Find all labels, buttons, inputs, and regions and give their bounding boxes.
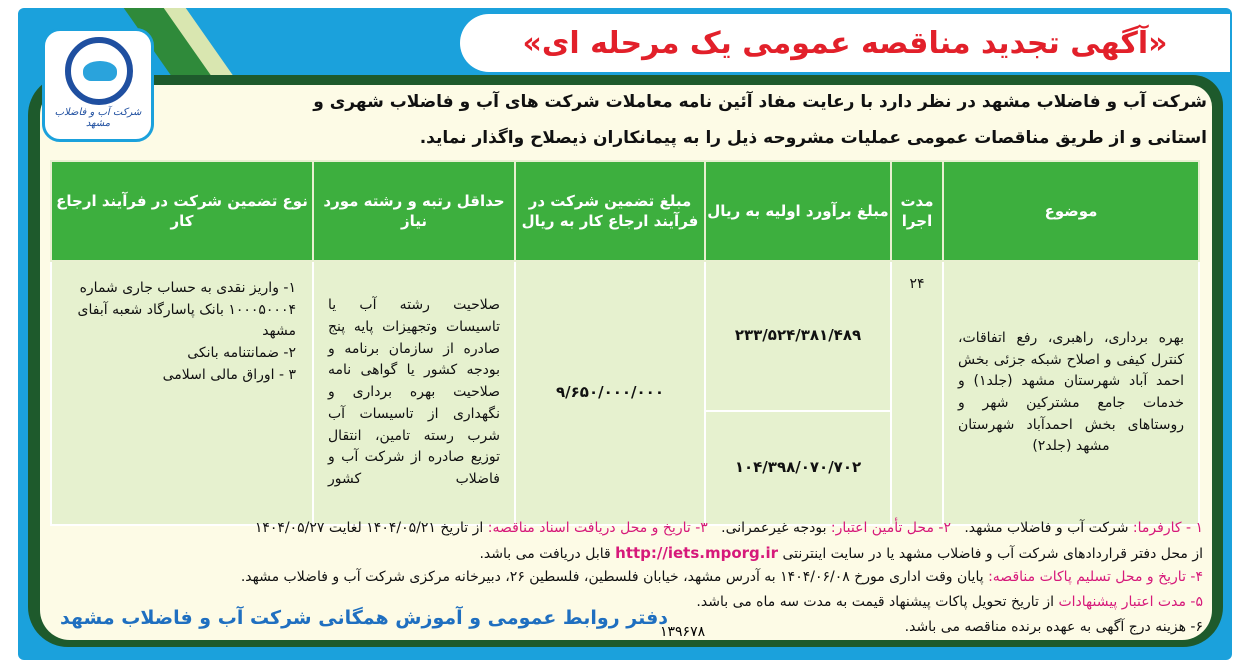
funding-value: بودجه غیرعمرانی.: [721, 520, 827, 536]
cell-duration: ۲۴: [891, 261, 943, 525]
table-row: [51, 261, 1199, 411]
guarantee-option: ۱- واریز نقدی به حساب جاری شماره ۱۰۰۰۵۰۰۰۴ بانک پاسارگاد شعبه آبفای مشهد: [77, 280, 296, 340]
footer-line-1: [23, 520, 1203, 536]
employer-value: شرکت آب و فاضلاب مشهد.: [964, 520, 1129, 536]
footer-line-2: [23, 544, 1203, 562]
header-duration: مدت اجرا: [891, 161, 943, 261]
header-guarantee-type: نوع تضمین شرکت در فرآیند ارجاع کار: [51, 161, 313, 261]
cell-subject: بهره برداری، راهبری، رفع اتفاقات، کنترل کیفی و اصلاح شبکه جزئی بخش احمد آباد شهرستان مشهد (جلد۱) و خدمات جامع مشترکین شهر و روستاهای بخش احمدآباد شهرستان مشهد (جلد۲): [943, 261, 1199, 525]
submission-label: ۴- تاریخ و محل تسلیم پاکات مناقصه:: [988, 569, 1203, 585]
documents-location: از محل دفتر قراردادهای شرکت آب و فاضلاب مشهد یا در سایت اینترنتی: [782, 546, 1203, 562]
cell-qualification: صلاحیت رشته آب یا تاسیسات وتجهیزات پایه پنج صادره از سازمان برنامه و بودجه کشور یا گواهی نامه صلاحیت بهره برداری و نگهداری از تاسیسات آب شرب رسته تامین، انتقال توزیع صادره از شرکت آب و فاضلاب کشور: [313, 261, 515, 525]
cell-estimate-1: ۲۳۳/۵۲۴/۳۸۱/۴۸۹: [705, 261, 891, 411]
cell-guarantee-type: [51, 261, 313, 525]
documents-note: قابل دریافت می باشد.: [479, 546, 611, 562]
documents-dates: از تاریخ ۱۴۰۴/۰۵/۲۱ لغایت ۱۴۰۴/۰۵/۲۷: [254, 520, 484, 536]
footer-line-5: ۶- هزینه درج آگهی به عهده برنده مناقصه می باشد.: [904, 619, 1203, 635]
tender-table: [50, 160, 1200, 526]
website-link[interactable]: http://iets.mporg.ir: [615, 544, 779, 562]
guarantee-option: ۲- ضمانتنامه بانکی: [187, 345, 296, 362]
cell-estimate-2: ۱۰۴/۳۹۸/۰۷۰/۷۰۲: [705, 411, 891, 525]
documents-label: ۳- تاریخ و محل دریافت اسناد مناقصه:: [487, 520, 708, 536]
employer-label: ۱ - کارفرما:: [1132, 520, 1203, 536]
validity-label: ۵- مدت اعتبار پیشنهادات: [1058, 594, 1203, 610]
table-header-row: [51, 161, 1199, 261]
header-subject: موضوع: [943, 161, 1199, 261]
funding-label: ۲- محل تأمین اعتبار:: [830, 520, 951, 536]
intro-line-1: شرکت آب و فاضلاب مشهد در نظر دارد با رعایت مفاد آئین نامه معاملات شرکت های آب و فاضلاب شهری و: [313, 92, 1207, 112]
title-banner: [460, 14, 1230, 72]
company-logo: [42, 28, 154, 142]
validity-value: از تاریخ تحویل پاکات پیشنهاد قیمت به مدت سه ماه می باشد.: [696, 594, 1054, 610]
header-guarantee-amount: مبلغ تضمین شرکت در فرآیند ارجاع کار به ریال: [515, 161, 705, 261]
intro-line-2: استانی و از طریق مناقصات عمومی عملیات مشروحه ذیل را به پیمانکاران ذیصلاح واگذار نماید.: [419, 128, 1207, 148]
page-title: «آگهی تجدید مناقصه عمومی یک مرحله ای»: [522, 25, 1168, 61]
ad-code: ۱۳۹۶۷۸: [660, 624, 706, 640]
logo-text: شرکت آب و فاضلاب مشهد: [54, 107, 142, 129]
cell-guarantee-amount: ۹/۶۵۰/۰۰۰/۰۰۰: [515, 261, 705, 525]
public-relations-slogan: دفتر روابط عمومی و آموزش همگانی شرکت آب و فاضلاب مشهد: [60, 607, 669, 629]
footer-line-3: [23, 569, 1203, 585]
header-qualification: حداقل رتبه و رشته مورد نیاز: [313, 161, 515, 261]
submission-value: پایان وقت اداری مورخ ۱۴۰۴/۰۶/۰۸ به آدرس مشهد، خیابان فلسطین، فلسطین ۲۶، دبیرخانه مرکزی شرکت آب و فاضلاب مشهد.: [240, 569, 984, 585]
header-estimate: مبلغ برآورد اولیه به ریال: [705, 161, 891, 261]
guarantee-option: ۳ - اوراق مالی اسلامی: [162, 366, 296, 383]
